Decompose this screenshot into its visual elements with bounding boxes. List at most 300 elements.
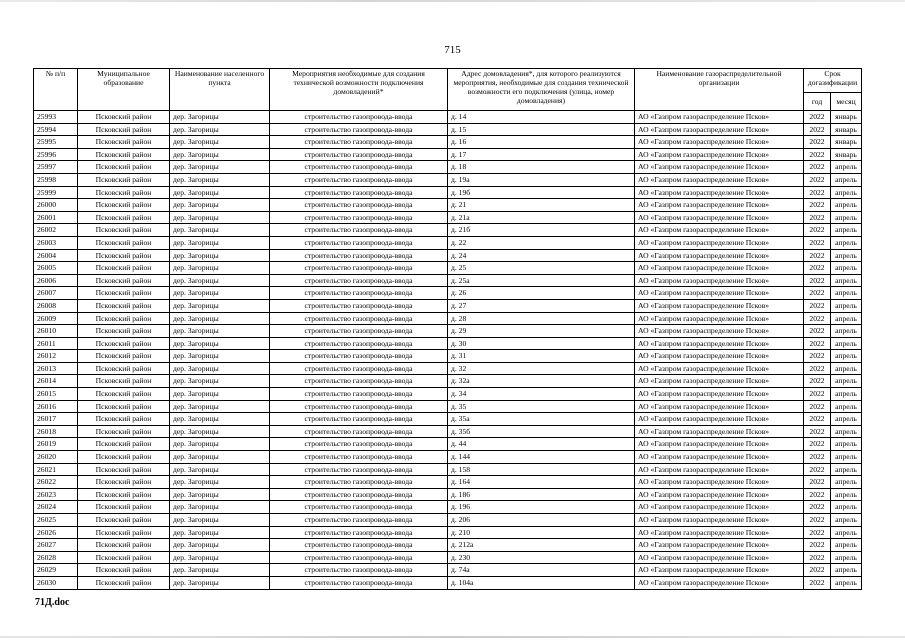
cell-measure: строительство газопровода-ввода <box>270 262 448 275</box>
cell-month: апрель <box>831 539 862 552</box>
cell-address: д. 21б <box>448 224 635 237</box>
cell-year: 2022 <box>804 186 831 199</box>
cell-measure: строительство газопровода-ввода <box>270 299 448 312</box>
cell-settlement: дер. Загорицы <box>170 337 270 350</box>
cell-year: 2022 <box>804 111 831 124</box>
table-row <box>34 111 862 124</box>
cell-number: 25994 <box>34 123 78 136</box>
cell-settlement: дер. Загорицы <box>170 576 270 589</box>
cell-measure: строительство газопровода-ввода <box>270 312 448 325</box>
header-municipal: Муниципальное образование <box>78 69 170 111</box>
cell-year: 2022 <box>804 337 831 350</box>
cell-month: январь <box>831 111 862 124</box>
table-row <box>34 463 862 476</box>
table-row <box>34 236 862 249</box>
cell-address: д. 35 <box>448 400 635 413</box>
cell-address: д. 158 <box>448 463 635 476</box>
cell-measure: строительство газопровода-ввода <box>270 173 448 186</box>
cell-settlement: дер. Загорицы <box>170 463 270 476</box>
cell-organization: АО «Газпром газораспределение Псков» <box>635 249 804 262</box>
table-row <box>34 539 862 552</box>
table-row <box>34 173 862 186</box>
cell-number: 26021 <box>34 463 78 476</box>
cell-address: д. 196 <box>448 501 635 514</box>
cell-organization: АО «Газпром газораспределение Псков» <box>635 362 804 375</box>
cell-year: 2022 <box>804 161 831 174</box>
cell-measure: строительство газопровода-ввода <box>270 576 448 589</box>
cell-month: апрель <box>831 249 862 262</box>
cell-number: 26024 <box>34 501 78 514</box>
cell-settlement: дер. Загорицы <box>170 451 270 464</box>
cell-municipal: Псковский район <box>78 337 170 350</box>
cell-municipal: Псковский район <box>78 312 170 325</box>
cell-number: 25996 <box>34 148 78 161</box>
cell-settlement: дер. Загорицы <box>170 148 270 161</box>
cell-number: 26028 <box>34 551 78 564</box>
cell-month: апрель <box>831 501 862 514</box>
cell-month: апрель <box>831 337 862 350</box>
cell-municipal: Псковский район <box>78 425 170 438</box>
scan-edge-top <box>0 0 905 2</box>
cell-measure: строительство газопровода-ввода <box>270 438 448 451</box>
table-row <box>34 148 862 161</box>
cell-number: 25997 <box>34 161 78 174</box>
cell-number: 26002 <box>34 224 78 237</box>
cell-number: 26008 <box>34 299 78 312</box>
cell-municipal: Псковский район <box>78 350 170 363</box>
table-row <box>34 388 862 401</box>
cell-settlement: дер. Загорицы <box>170 514 270 527</box>
cell-year: 2022 <box>804 148 831 161</box>
cell-settlement: дер. Загорицы <box>170 262 270 275</box>
cell-municipal: Псковский район <box>78 362 170 375</box>
cell-address: д. 27 <box>448 299 635 312</box>
cell-month: апрель <box>831 262 862 275</box>
cell-municipal: Псковский район <box>78 111 170 124</box>
table-row <box>34 224 862 237</box>
cell-organization: АО «Газпром газораспределение Псков» <box>635 451 804 464</box>
cell-settlement: дер. Загорицы <box>170 476 270 489</box>
table-row <box>34 299 862 312</box>
table-row <box>34 186 862 199</box>
table-row <box>34 274 862 287</box>
cell-address: д. 25 <box>448 262 635 275</box>
cell-year: 2022 <box>804 564 831 577</box>
cell-address: д. 22 <box>448 236 635 249</box>
table-row <box>34 362 862 375</box>
cell-number: 26023 <box>34 488 78 501</box>
cell-settlement: дер. Загорицы <box>170 173 270 186</box>
cell-municipal: Псковский район <box>78 388 170 401</box>
table-row <box>34 337 862 350</box>
cell-number: 25995 <box>34 136 78 149</box>
cell-settlement: дер. Загорицы <box>170 123 270 136</box>
header-term: Срок догазификации <box>804 69 862 93</box>
cell-year: 2022 <box>804 400 831 413</box>
cell-settlement: дер. Загорицы <box>170 400 270 413</box>
cell-measure: строительство газопровода-ввода <box>270 287 448 300</box>
cell-organization: АО «Газпром газораспределение Псков» <box>635 463 804 476</box>
table-row <box>34 526 862 539</box>
header-year: год <box>804 93 831 111</box>
cell-address: д. 18 <box>448 161 635 174</box>
cell-measure: строительство газопровода-ввода <box>270 148 448 161</box>
cell-number: 26005 <box>34 262 78 275</box>
header-measures: Мероприятия необходимые для создания технической возможности подключения домовладений* <box>270 69 448 111</box>
cell-municipal: Псковский район <box>78 224 170 237</box>
cell-year: 2022 <box>804 476 831 489</box>
cell-settlement: дер. Загорицы <box>170 312 270 325</box>
table-row <box>34 312 862 325</box>
cell-municipal: Псковский район <box>78 123 170 136</box>
cell-measure: строительство газопровода-ввода <box>270 325 448 338</box>
cell-year: 2022 <box>804 123 831 136</box>
cell-settlement: дер. Загорицы <box>170 375 270 388</box>
cell-settlement: дер. Загорицы <box>170 111 270 124</box>
header-org: Наименование газораспределительной организации <box>635 69 804 111</box>
cell-month: апрель <box>831 224 862 237</box>
gasification-table-container <box>33 68 861 590</box>
cell-municipal: Псковский район <box>78 400 170 413</box>
cell-measure: строительство газопровода-ввода <box>270 375 448 388</box>
cell-number: 26011 <box>34 337 78 350</box>
cell-month: апрель <box>831 476 862 489</box>
cell-number: 25998 <box>34 173 78 186</box>
cell-number: 26022 <box>34 476 78 489</box>
cell-settlement: дер. Загорицы <box>170 161 270 174</box>
cell-organization: АО «Газпром газораспределение Псков» <box>635 514 804 527</box>
cell-address: д. 31 <box>448 350 635 363</box>
cell-month: апрель <box>831 274 862 287</box>
table-row <box>34 413 862 426</box>
cell-year: 2022 <box>804 514 831 527</box>
cell-year: 2022 <box>804 312 831 325</box>
cell-number: 26017 <box>34 413 78 426</box>
cell-municipal: Псковский район <box>78 161 170 174</box>
table-row <box>34 488 862 501</box>
cell-month: апрель <box>831 388 862 401</box>
cell-year: 2022 <box>804 325 831 338</box>
cell-measure: строительство газопровода-ввода <box>270 551 448 564</box>
cell-organization: АО «Газпром газораспределение Псков» <box>635 287 804 300</box>
cell-month: апрель <box>831 287 862 300</box>
cell-settlement: дер. Загорицы <box>170 362 270 375</box>
cell-settlement: дер. Загорицы <box>170 136 270 149</box>
cell-month: апрель <box>831 463 862 476</box>
cell-municipal: Псковский район <box>78 526 170 539</box>
cell-municipal: Псковский район <box>78 438 170 451</box>
cell-address: д. 104а <box>448 576 635 589</box>
cell-month: январь <box>831 148 862 161</box>
cell-year: 2022 <box>804 199 831 212</box>
cell-address: д. 30 <box>448 337 635 350</box>
cell-measure: строительство газопровода-ввода <box>270 123 448 136</box>
cell-municipal: Псковский район <box>78 262 170 275</box>
cell-organization: АО «Газпром газораспределение Псков» <box>635 564 804 577</box>
cell-address: д. 212а <box>448 539 635 552</box>
cell-measure: строительство газопровода-ввода <box>270 186 448 199</box>
table-row <box>34 514 862 527</box>
cell-year: 2022 <box>804 350 831 363</box>
cell-month: апрель <box>831 186 862 199</box>
cell-year: 2022 <box>804 488 831 501</box>
cell-address: д. 16 <box>448 136 635 149</box>
cell-settlement: дер. Загорицы <box>170 325 270 338</box>
cell-number: 26030 <box>34 576 78 589</box>
cell-year: 2022 <box>804 299 831 312</box>
cell-organization: АО «Газпром газораспределение Псков» <box>635 539 804 552</box>
cell-measure: строительство газопровода-ввода <box>270 362 448 375</box>
table-header <box>34 69 862 111</box>
cell-measure: строительство газопровода-ввода <box>270 501 448 514</box>
cell-organization: АО «Газпром газораспределение Псков» <box>635 488 804 501</box>
cell-municipal: Псковский район <box>78 576 170 589</box>
cell-organization: АО «Газпром газораспределение Псков» <box>635 236 804 249</box>
cell-measure: строительство газопровода-ввода <box>270 161 448 174</box>
cell-number: 26019 <box>34 438 78 451</box>
cell-number: 26009 <box>34 312 78 325</box>
cell-address: д. 24 <box>448 249 635 262</box>
cell-month: апрель <box>831 551 862 564</box>
cell-number: 25993 <box>34 111 78 124</box>
table-row <box>34 438 862 451</box>
cell-number: 26013 <box>34 362 78 375</box>
table-row <box>34 451 862 464</box>
cell-month: апрель <box>831 211 862 224</box>
cell-year: 2022 <box>804 262 831 275</box>
cell-settlement: дер. Загорицы <box>170 501 270 514</box>
cell-month: апрель <box>831 312 862 325</box>
header-num: № п/п <box>34 69 78 111</box>
cell-settlement: дер. Загорицы <box>170 488 270 501</box>
cell-year: 2022 <box>804 501 831 514</box>
cell-measure: строительство газопровода-ввода <box>270 564 448 577</box>
cell-address: д. 26 <box>448 287 635 300</box>
cell-address: д. 14 <box>448 111 635 124</box>
cell-address: д. 17 <box>448 148 635 161</box>
cell-settlement: дер. Загорицы <box>170 350 270 363</box>
cell-municipal: Псковский район <box>78 211 170 224</box>
cell-year: 2022 <box>804 249 831 262</box>
cell-municipal: Псковский район <box>78 287 170 300</box>
header-settlement: Наименование населенного пункта <box>170 69 270 111</box>
cell-address: д. 35а <box>448 413 635 426</box>
cell-address: д. 34 <box>448 388 635 401</box>
cell-number: 26027 <box>34 539 78 552</box>
cell-year: 2022 <box>804 211 831 224</box>
cell-month: январь <box>831 123 862 136</box>
cell-year: 2022 <box>804 425 831 438</box>
cell-settlement: дер. Загорицы <box>170 388 270 401</box>
cell-month: апрель <box>831 199 862 212</box>
cell-address: д. 144 <box>448 451 635 464</box>
table-row <box>34 501 862 514</box>
cell-number: 26012 <box>34 350 78 363</box>
header-month: месяц <box>831 93 862 111</box>
cell-measure: строительство газопровода-ввода <box>270 476 448 489</box>
cell-organization: АО «Газпром газораспределение Псков» <box>635 186 804 199</box>
table-body <box>34 111 862 590</box>
cell-address: д. 186 <box>448 488 635 501</box>
cell-number: 26010 <box>34 325 78 338</box>
cell-measure: строительство газопровода-ввода <box>270 425 448 438</box>
cell-address: д. 206 <box>448 514 635 527</box>
cell-measure: строительство газопровода-ввода <box>270 111 448 124</box>
cell-municipal: Псковский район <box>78 564 170 577</box>
cell-settlement: дер. Загорицы <box>170 564 270 577</box>
cell-address: д. 210 <box>448 526 635 539</box>
cell-settlement: дер. Загорицы <box>170 526 270 539</box>
cell-address: д. 19б <box>448 186 635 199</box>
cell-municipal: Псковский район <box>78 325 170 338</box>
cell-measure: строительство газопровода-ввода <box>270 488 448 501</box>
cell-year: 2022 <box>804 362 831 375</box>
cell-month: апрель <box>831 526 862 539</box>
cell-measure: строительство газопровода-ввода <box>270 514 448 527</box>
cell-month: апрель <box>831 173 862 186</box>
cell-number: 26015 <box>34 388 78 401</box>
cell-settlement: дер. Загорицы <box>170 551 270 564</box>
cell-organization: АО «Газпром газораспределение Псков» <box>635 161 804 174</box>
table-row <box>34 262 862 275</box>
cell-year: 2022 <box>804 236 831 249</box>
cell-municipal: Псковский район <box>78 236 170 249</box>
cell-address: д. 35б <box>448 425 635 438</box>
cell-measure: строительство газопровода-ввода <box>270 199 448 212</box>
cell-organization: АО «Газпром газораспределение Псков» <box>635 148 804 161</box>
table-row <box>34 287 862 300</box>
cell-organization: АО «Газпром газораспределение Псков» <box>635 350 804 363</box>
cell-organization: АО «Газпром газораспределение Псков» <box>635 199 804 212</box>
header-address: Адрес домовладения*, для которого реализуются мероприятия, необходимые для создания технической возможности его подключения (улица, номер домовладения) <box>448 69 635 111</box>
cell-organization: АО «Газпром газораспределение Псков» <box>635 476 804 489</box>
table-row <box>34 249 862 262</box>
cell-number: 26006 <box>34 274 78 287</box>
cell-address: д. 29 <box>448 325 635 338</box>
cell-month: апрель <box>831 438 862 451</box>
cell-number: 26003 <box>34 236 78 249</box>
cell-municipal: Псковский район <box>78 299 170 312</box>
cell-settlement: дер. Загорицы <box>170 299 270 312</box>
cell-settlement: дер. Загорицы <box>170 211 270 224</box>
cell-organization: АО «Газпром газораспределение Псков» <box>635 375 804 388</box>
table-row <box>34 123 862 136</box>
cell-organization: АО «Газпром газораспределение Псков» <box>635 388 804 401</box>
cell-municipal: Псковский район <box>78 501 170 514</box>
table-row <box>34 564 862 577</box>
cell-settlement: дер. Загорицы <box>170 186 270 199</box>
cell-organization: АО «Газпром газораспределение Псков» <box>635 224 804 237</box>
gasification-table <box>33 68 862 590</box>
cell-organization: АО «Газпром газораспределение Псков» <box>635 526 804 539</box>
table-row <box>34 425 862 438</box>
cell-month: апрель <box>831 236 862 249</box>
cell-organization: АО «Газпром газораспределение Псков» <box>635 551 804 564</box>
cell-municipal: Псковский район <box>78 514 170 527</box>
cell-measure: строительство газопровода-ввода <box>270 236 448 249</box>
cell-month: апрель <box>831 375 862 388</box>
cell-measure: строительство газопровода-ввода <box>270 249 448 262</box>
cell-month: апрель <box>831 514 862 527</box>
cell-address: д. 15 <box>448 123 635 136</box>
cell-municipal: Псковский район <box>78 375 170 388</box>
cell-year: 2022 <box>804 375 831 388</box>
cell-measure: строительство газопровода-ввода <box>270 211 448 224</box>
cell-year: 2022 <box>804 274 831 287</box>
cell-number: 26016 <box>34 400 78 413</box>
cell-municipal: Псковский район <box>78 488 170 501</box>
cell-year: 2022 <box>804 173 831 186</box>
cell-measure: строительство газопровода-ввода <box>270 526 448 539</box>
table-row <box>34 136 862 149</box>
cell-settlement: дер. Загорицы <box>170 236 270 249</box>
cell-year: 2022 <box>804 136 831 149</box>
cell-month: апрель <box>831 451 862 464</box>
cell-address: д. 164 <box>448 476 635 489</box>
cell-number: 26020 <box>34 451 78 464</box>
cell-organization: АО «Газпром газораспределение Псков» <box>635 173 804 186</box>
cell-number: 26001 <box>34 211 78 224</box>
table-row <box>34 551 862 564</box>
cell-settlement: дер. Загорицы <box>170 425 270 438</box>
cell-month: апрель <box>831 325 862 338</box>
table-row <box>34 211 862 224</box>
cell-settlement: дер. Загорицы <box>170 224 270 237</box>
cell-organization: АО «Газпром газораспределение Псков» <box>635 299 804 312</box>
cell-address: д. 32а <box>448 375 635 388</box>
cell-month: апрель <box>831 350 862 363</box>
table-row <box>34 350 862 363</box>
cell-organization: АО «Газпром газораспределение Псков» <box>635 400 804 413</box>
cell-month: январь <box>831 136 862 149</box>
cell-municipal: Псковский район <box>78 186 170 199</box>
cell-municipal: Псковский район <box>78 413 170 426</box>
table-row <box>34 476 862 489</box>
cell-municipal: Псковский район <box>78 476 170 489</box>
cell-address: д. 44 <box>448 438 635 451</box>
cell-number: 26025 <box>34 514 78 527</box>
cell-settlement: дер. Загорицы <box>170 413 270 426</box>
cell-settlement: дер. Загорицы <box>170 199 270 212</box>
page-number: 715 <box>444 44 461 56</box>
cell-organization: АО «Газпром газораспределение Псков» <box>635 136 804 149</box>
cell-organization: АО «Газпром газораспределение Псков» <box>635 274 804 287</box>
cell-measure: строительство газопровода-ввода <box>270 463 448 476</box>
cell-number: 26026 <box>34 526 78 539</box>
cell-settlement: дер. Загорицы <box>170 249 270 262</box>
cell-organization: АО «Газпром газораспределение Псков» <box>635 123 804 136</box>
cell-municipal: Псковский район <box>78 539 170 552</box>
cell-settlement: дер. Загорицы <box>170 438 270 451</box>
cell-number: 26007 <box>34 287 78 300</box>
footer-filename: 71Д.doc <box>35 597 70 608</box>
cell-municipal: Псковский район <box>78 136 170 149</box>
cell-organization: АО «Газпром газораспределение Псков» <box>635 425 804 438</box>
cell-measure: строительство газопровода-ввода <box>270 136 448 149</box>
cell-measure: строительство газопровода-ввода <box>270 451 448 464</box>
table-row <box>34 325 862 338</box>
cell-settlement: дер. Загорицы <box>170 539 270 552</box>
cell-year: 2022 <box>804 526 831 539</box>
cell-measure: строительство газопровода-ввода <box>270 337 448 350</box>
cell-organization: АО «Газпром газораспределение Псков» <box>635 337 804 350</box>
cell-measure: строительство газопровода-ввода <box>270 400 448 413</box>
cell-address: д. 28 <box>448 312 635 325</box>
cell-settlement: дер. Загорицы <box>170 274 270 287</box>
cell-measure: строительство газопровода-ввода <box>270 274 448 287</box>
table-row <box>34 400 862 413</box>
cell-month: апрель <box>831 161 862 174</box>
